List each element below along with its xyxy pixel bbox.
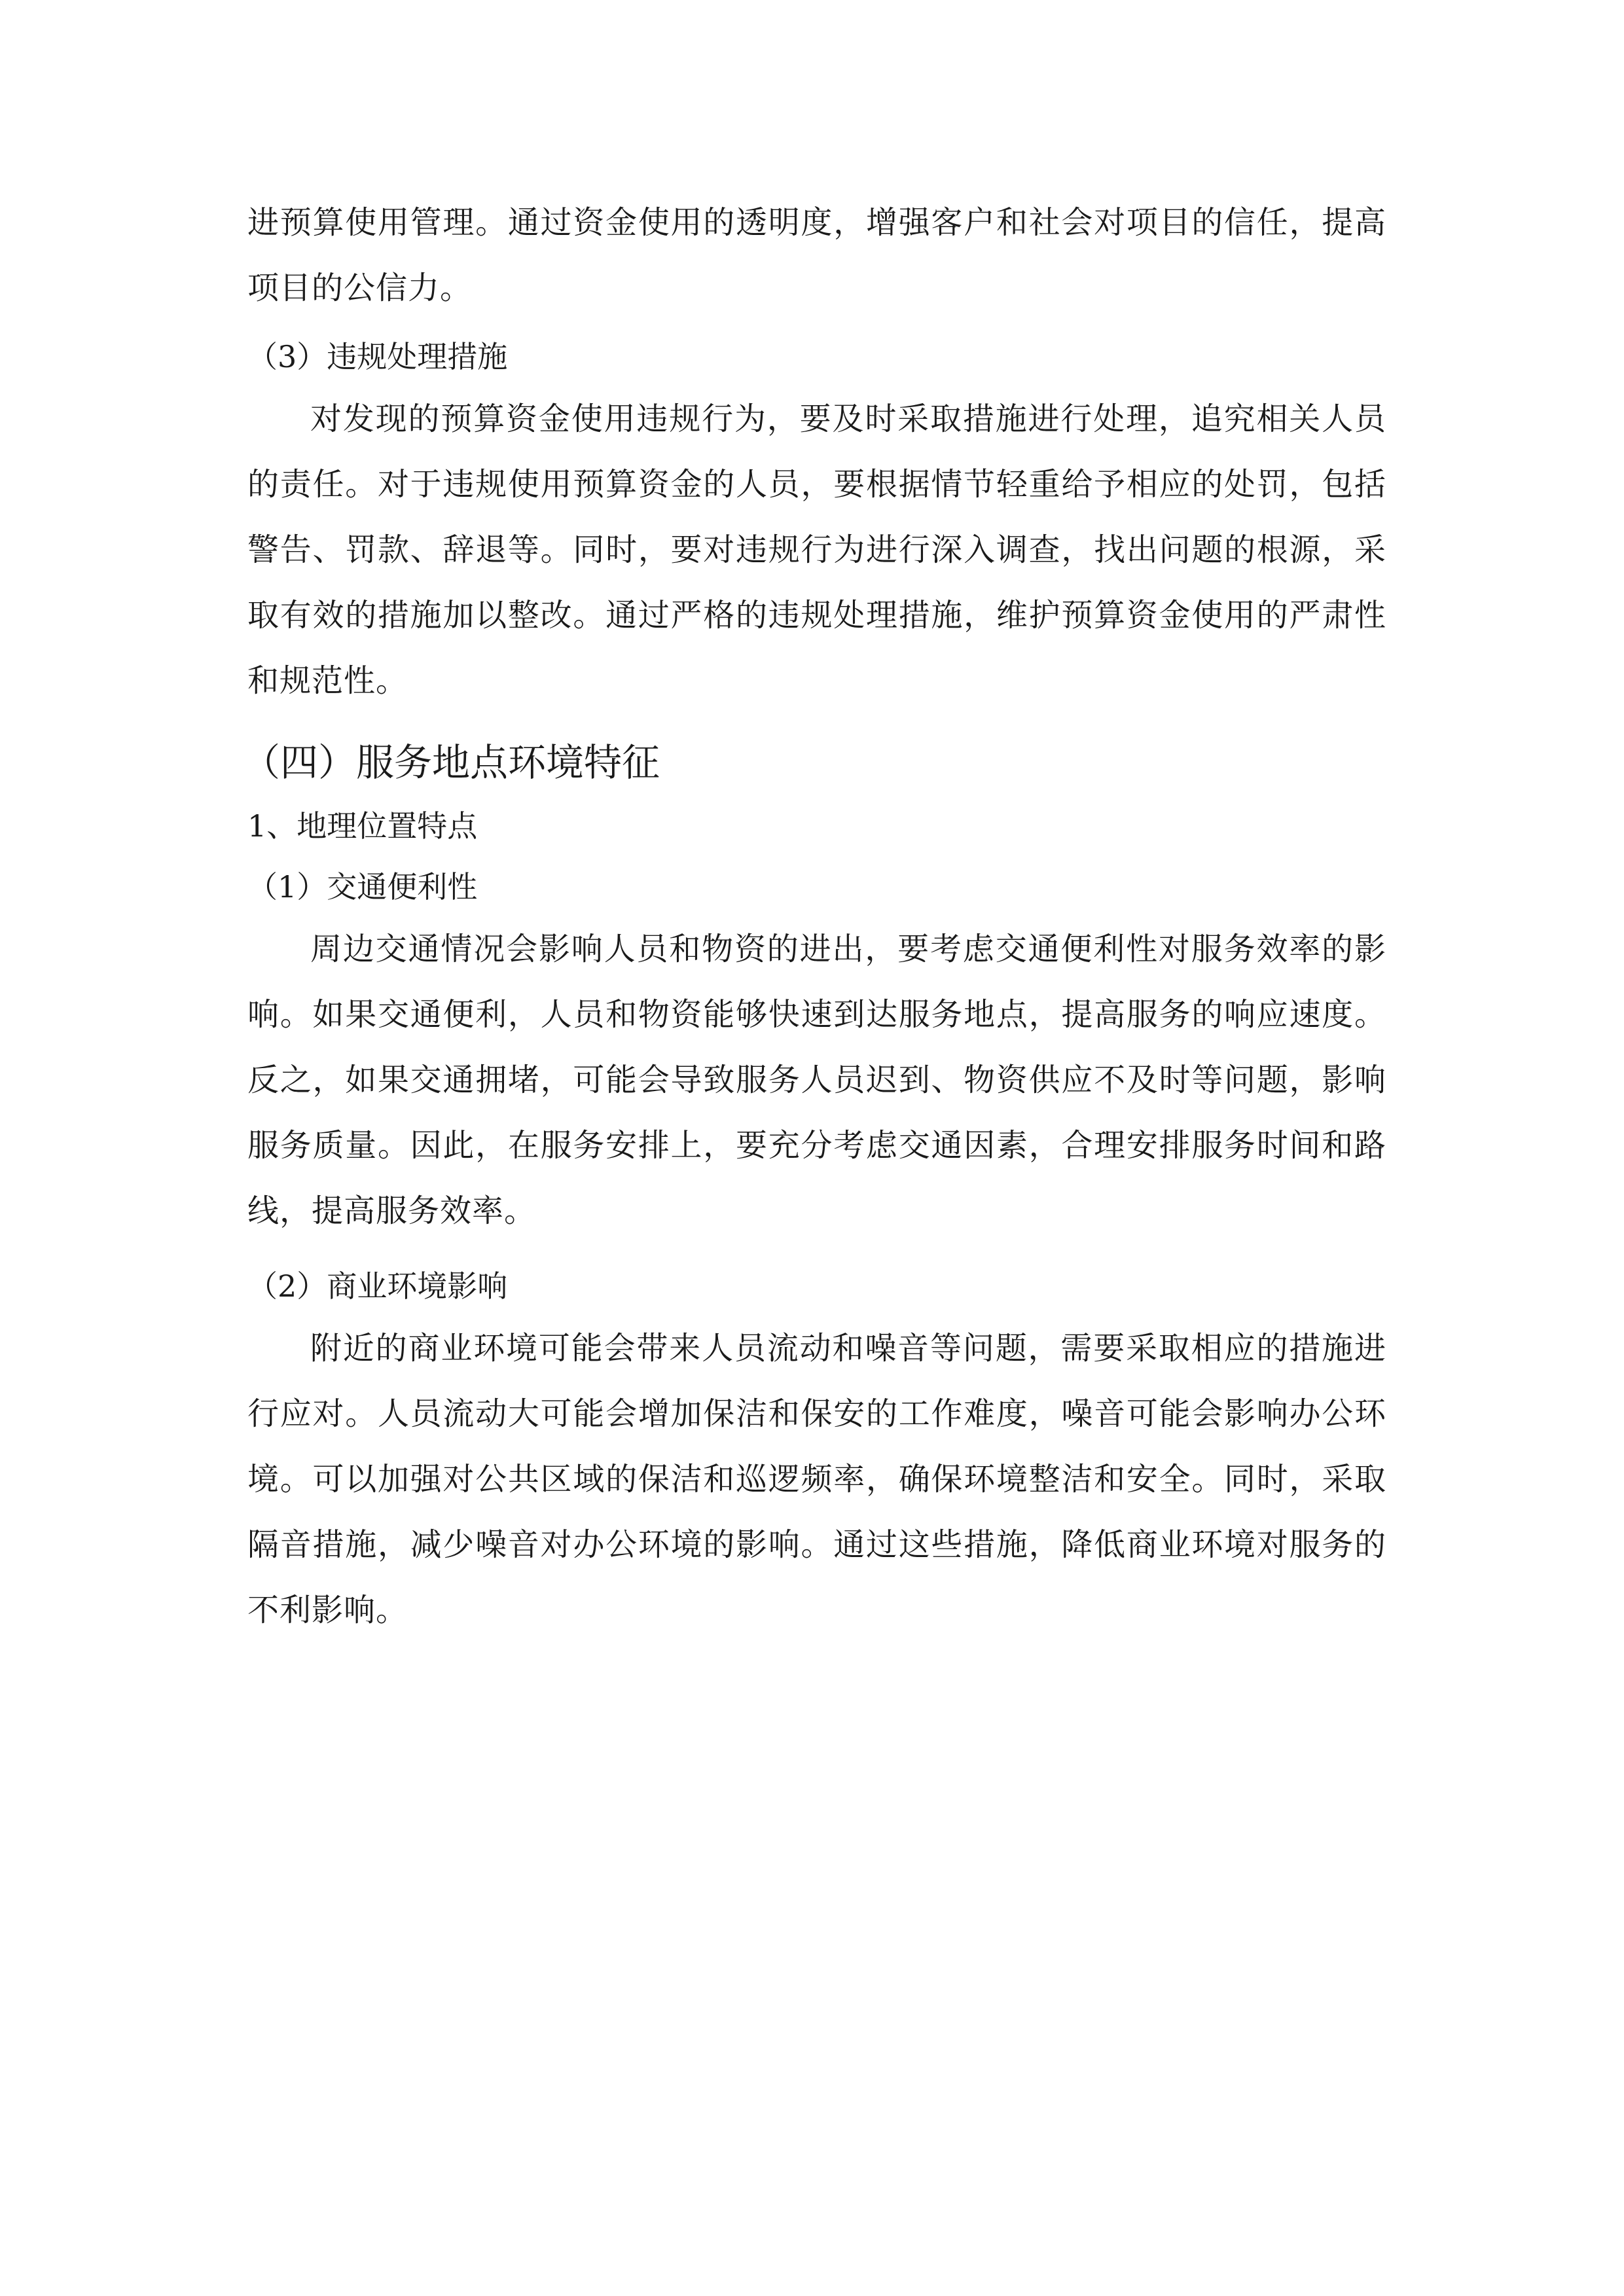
section-4-heading: （四）服务地点环境特征 (242, 740, 660, 785)
intro-continuation-paragraph: 进预算使用管理。通过资金使用的透明度，增强客户和社会对项目的信任，提高项目的公信力。 (247, 204, 1386, 306)
item-3-heading: （3）违规处理措施 (247, 339, 508, 374)
subsection-1-heading: 1、地理位置特点 (247, 808, 478, 844)
sub1-item-1-paragraph: 周边交通情况会影响人员和物资的进出，要考虑交通便利性对服务效率的影响。如果交通便利，人员和物资能够快速到达服务地点，提高服务的响应速度。反之，如果交通拥堵，可能会导致服务人员迟到、物资供应不及时等问题，影响服务质量。因此，在服务安排上，要充分考虑交通因素，合理安排服务时间和路线，提高服务效率。 (247, 931, 1386, 1229)
item-3-paragraph: 对发现的预算资金使用违规行为，要及时采取措施进行处理，追究相关人员的责任。对于违规使用预算资金的人员，要根据情节轻重给予相应的处罚，包括警告、罚款、辞退等。同时，要对违规行为进行深入调查，找出问题的根源，采取有效的措施加以整改。通过严格的违规处理措施，维护预算资金使用的严肃性和规范性。 (247, 401, 1386, 699)
sub1-item-2-paragraph: 附近的商业环境可能会带来人员流动和噪音等问题，需要采取相应的措施进行应对。人员流动大可能会增加保洁和保安的工作难度，噪音可能会影响办公环境。可以加强对公共区域的保洁和巡逻频率，确保环境整洁和安全。同时，采取隔音措施，减少噪音对办公环境的影响。通过这些措施，降低商业环境对服务的不利影响。 (247, 1330, 1386, 1628)
sub1-item-1-heading: （1）交通便利性 (247, 869, 478, 905)
sub1-item-2-heading: （2）商业环境影响 (247, 1268, 508, 1304)
